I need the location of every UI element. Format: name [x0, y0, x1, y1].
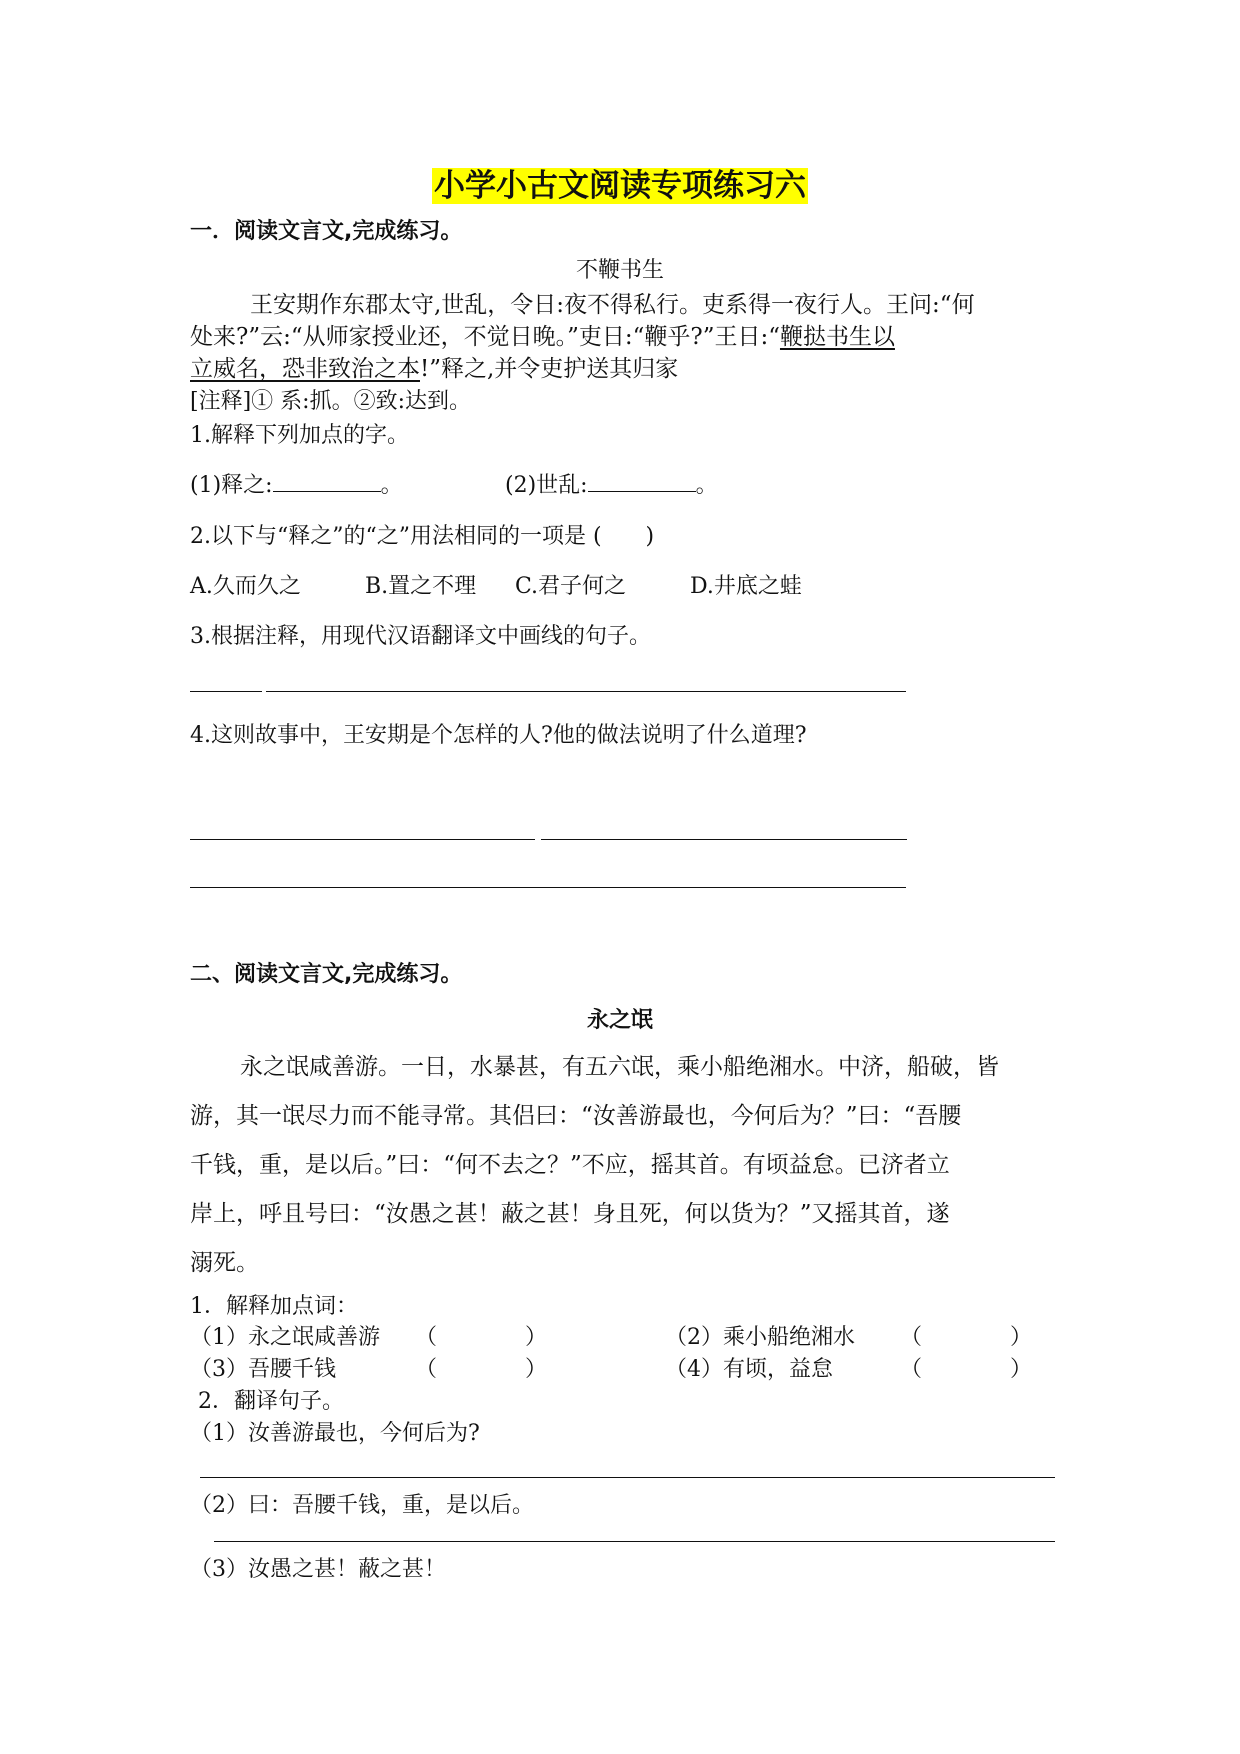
answer-blank-2[interactable] — [588, 473, 696, 492]
answer-line-q4-1a[interactable] — [190, 839, 535, 840]
answer-line-translate-2[interactable] — [214, 1541, 1055, 1542]
q2-option-a: A.久而久之 — [190, 574, 301, 599]
section2-q1-3: （3）吾腰千钱 — [190, 1357, 336, 1382]
section2-q2-3: （3）汝愚之甚！蔽之甚！ — [190, 1557, 446, 1582]
section1-passage-line1: 王安期作东郡太守,世乱，令日:夜不得私行。吏系得一夜行人。王问:“何 — [250, 292, 975, 318]
section1-q2: 2.以下与“释之”的“之”用法相同的一项是 ( ) — [190, 524, 655, 549]
section2-q1-1: （1）永之氓咸善游 — [190, 1325, 380, 1350]
section1-passage-title: 不鞭书生 — [575, 258, 664, 283]
section2-q2-2: （2）曰：吾腰千钱，重，是以后。 — [190, 1493, 534, 1518]
answer-line-q4-1b[interactable] — [541, 839, 907, 840]
section2-line1: 永之氓咸善游。一日，水暴甚，有五六氓，乘小船绝湘水。中济，船破，皆 — [240, 1054, 999, 1080]
answer-line-q4-2[interactable] — [190, 887, 906, 888]
page-title: 小学小古文阅读专项练习六 — [434, 168, 806, 204]
section1-passage-line2: 处来?”云:“从师家授业还，不觉日晚。”吏日:“鞭乎?”王日:“鞭挞书生以 — [190, 324, 895, 350]
underlined-sentence-part2: 立威名，恐非致治之本 — [190, 356, 420, 382]
section2-heading: 二、阅读文言文,完成练习。 — [190, 962, 463, 987]
paren-blank-3[interactable]: （ ） — [415, 1357, 548, 1382]
answer-line-q3-short[interactable] — [190, 691, 262, 692]
q2-option-d: D.井底之蛙 — [690, 574, 802, 599]
answer-line-translate-1[interactable] — [200, 1477, 1055, 1478]
paren-blank-2[interactable]: （ ） — [900, 1325, 1033, 1350]
section2-line4: 岸上，呼且号曰：“汝愚之甚！蔽之甚！身且死，何以货为？”又摇其首，遂 — [190, 1201, 950, 1227]
section2-q1-4: （4）有顷，益怠 — [665, 1357, 833, 1382]
section2-line3: 千钱，重，是以后。”曰：“何不去之？”不应，摇其首。有顷益怠。已济者立 — [190, 1152, 950, 1178]
paren-blank-1[interactable]: （ ） — [415, 1325, 548, 1350]
section1-note: [注释]① 系:抓。②致:达到。 — [190, 389, 471, 414]
answer-line-q3[interactable] — [266, 691, 906, 692]
section1-q1: 1.解释下列加点的字。 — [190, 423, 409, 448]
section2-line2: 游，其一氓尽力而不能寻常。其侣曰：“汝善游最也，今何后为？”曰：“吾腰 — [190, 1103, 962, 1129]
section2-q2-1: （1）汝善游最也，今何后为? — [190, 1421, 480, 1446]
section1-q4: 4.这则故事中，王安期是个怎样的人?他的做法说明了什么道理? — [190, 723, 807, 748]
section2-line5: 溺死。 — [190, 1250, 259, 1276]
answer-blank-1[interactable] — [273, 473, 381, 492]
paren-blank-4[interactable]: （ ） — [900, 1357, 1033, 1382]
section2-q1-2: （2）乘小船绝湘水 — [665, 1325, 855, 1350]
section1-q1-a: (1)释之: 。 — [190, 473, 403, 498]
section2-passage-title: 永之氓 — [586, 1008, 653, 1033]
q2-option-c: C.君子何之 — [515, 574, 627, 599]
section1-heading: 一．阅读文言文,完成练习。 — [190, 219, 463, 244]
section1-q1-b: (2)世乱: 。 — [505, 473, 718, 498]
q2-option-b: B.置之不理 — [365, 574, 477, 599]
section2-q2: 2．翻译句子。 — [198, 1389, 344, 1414]
section2-q1: 1．解释加点词： — [190, 1294, 358, 1319]
section1-passage-line3: 立威名，恐非致治之本!”释之,并令吏护送其归家 — [190, 356, 679, 382]
section1-q3: 3.根据注释，用现代汉语翻译文中画线的句子。 — [190, 624, 651, 649]
underlined-sentence-part1: 鞭挞书生以 — [779, 324, 895, 350]
